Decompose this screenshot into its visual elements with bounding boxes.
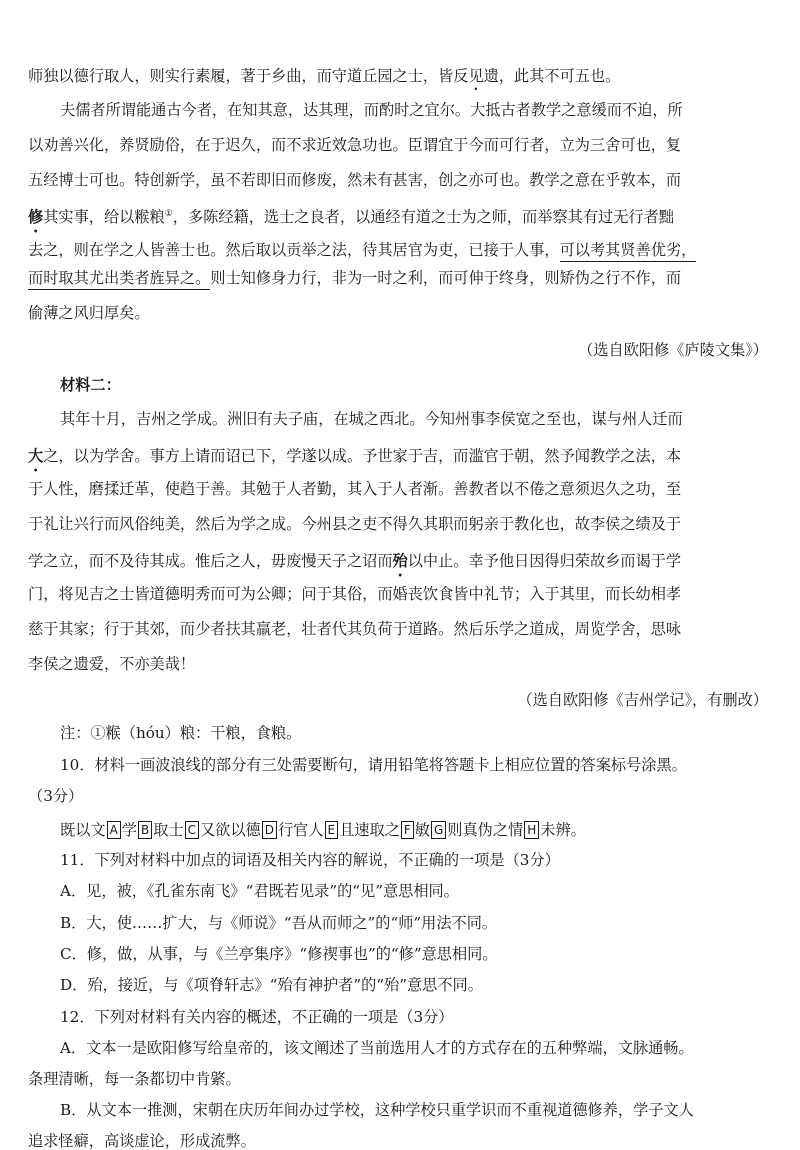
answer-box-g[interactable]: G [431, 821, 446, 839]
material1-line-4: 五经博士可也。特创新学，虽不若即旧而修废，然未有甚害，创之亦可也。教学之意在乎敦本，而 [28, 171, 682, 189]
dotted-word-da: 大 [28, 447, 44, 465]
answer-box-f[interactable]: F [401, 821, 414, 839]
answer-box-d[interactable]: D [262, 821, 277, 839]
answer-box-e[interactable]: E [325, 821, 339, 839]
material1-line-1: 师独以德行取人，则实行素履，著于乡曲，而守道丘园之士，皆反见遗，此其不可五也。 [28, 67, 621, 85]
material1-line-2: 夫儒者所谓能通古今者，在知其意，达其理，而酌时之宜尔。大抵古者教学之意缓而不迫，所 [60, 101, 683, 119]
dotted-word-jian: 见 [468, 67, 484, 85]
material2-line-8: 李侯之遗爱，不亦美哉！ [28, 655, 196, 673]
material1-line-3: 以劝善兴化，养贤励俗，在于迟久，而不求近效急功也。臣谓宜于今而可行者，立为三舍可也，复 [28, 136, 682, 154]
footnote-marker: ① [164, 209, 173, 219]
material2-line-3: 于人性，磨揉迁革，使趋于善。其勉于人者勤，其入于人者渐。善教者以不倦之意须迟久之功，至 [28, 480, 682, 498]
q12-option-a-line2: 条理清晰，每一条都切中肯綮。 [28, 1070, 241, 1088]
material1-line-7: 而时取其尤出类者旌异之。则士知修身力行，非为一时之利，而可伸于终身，则矫伪之行不作，而 [0, 271, 800, 286]
underlined-sentence-part2: 而时取其尤出类者旌异之。 [28, 269, 210, 290]
q12-stem: 12．下列对材料有关内容的概述，不正确的一项是（3分） [60, 1008, 454, 1026]
q12-option-b-line1: B．从文本一推测，宋朝在庆历年间办过学校，这种学校只重学识而不重视道德修养，学子文人 [60, 1101, 694, 1119]
dotted-word-dai: 殆 [392, 552, 408, 570]
material2-line-5: 学之立，而不及待其成。惟后之人，毋废慢天子之诏而殆以中止。幸予他日因得归荣故乡而谒于学 [28, 552, 682, 570]
footnote: 注：①糇（hóu）粮：干粮，食粮。 [60, 724, 302, 742]
material2-line-6: 门，将见吉之士皆道德明秀而可为公卿；问于其俗，而婚丧饮食皆中礼节；入于其里，而长幼相孝 [28, 585, 682, 603]
q11-stem: 11．下列对材料中加点的词语及相关内容的解说，不正确的一项是（3分） [60, 851, 560, 869]
answer-box-b[interactable]: B [138, 821, 152, 839]
material1-source: （选自欧阳修《庐陵文集》） [578, 341, 768, 359]
material2-line-7: 慈于其家；行于其郊，而少者扶其羸老，壮者代其负荷于道路。然后乐学之道成，周览学舍，思咏 [28, 620, 682, 638]
material2-line-1: 其年十月，吉州之学成。洲旧有夫子庙，在城之西北。今知州事李侯宽之至也，谋与州人迁而 [60, 410, 683, 428]
material1-line-6: 去之，则在学之人皆善士也。然后取以贡举之法，待其居官为吏，已接于人事，可以考其贤善优劣， [0, 243, 800, 258]
material2-line-2: 大之，以为学舍。事方上请而诏已下，学遂以成。予世家于吉，而滥官于朝，然予闻教学之法，本 [28, 447, 682, 465]
material2-title: 材料二： [60, 376, 121, 394]
underlined-sentence-part1: 可以考其贤善优劣， [560, 241, 697, 262]
q12-option-a-line1: A．文本一是欧阳修写给皇帝的，该文阐述了当前选用人才的方式存在的五种弊端，文脉通畅。 [60, 1039, 694, 1057]
q11-option-b: B．大，使……扩大，与《师说》“吾从而师之”的“师”用法不同。 [60, 914, 498, 932]
q11-option-d: D．殆，接近，与《项脊轩志》“殆有神护者”的“殆”意思不同。 [60, 976, 483, 994]
q10-stem: 10．材料一画波浪线的部分有三处需要断句，请用铅笔将答题卡上相应位置的答案标号涂黑。 [60, 756, 687, 774]
dotted-word-xiu: 修 [28, 208, 44, 226]
q10-sentence: 既以文 A 学 B 取士 C 又欲以德 D 行官人 E 且速取之 F 敏 G 则真伪之情 H 未辨。 [60, 821, 586, 839]
answer-box-h[interactable]: H [524, 821, 539, 839]
answer-box-c[interactable]: C [185, 821, 199, 839]
q10-score: （3分） [28, 787, 84, 805]
material2-source: （选自欧阳修《吉州学记》，有删改） [517, 691, 768, 709]
answer-box-a[interactable]: A [107, 821, 121, 839]
q11-option-c: C．修，做，从事，与《兰亭集序》“修禊事也”的“修”意思相同。 [60, 945, 498, 963]
q11-option-a: A．见，被，《孔雀东南飞》“君既若见录”的“见”意思相同。 [60, 882, 459, 900]
material1-line-5: 修其实事，给以糇粮①，多陈经籍，选士之良者，以通经有道之士为之师，而举察其有过无行者黜 [28, 208, 674, 226]
material2-line-4: 于礼让兴行而风俗纯美，然后为学之成。今州县之吏不得久其职而躬亲于教化也，故李侯之绩及于 [28, 515, 682, 533]
material1-line-8: 偷薄之风归厚矣。 [28, 304, 150, 322]
q12-option-b-line2: 追求怪癖，高谈虚论，形成流弊。 [28, 1132, 256, 1150]
